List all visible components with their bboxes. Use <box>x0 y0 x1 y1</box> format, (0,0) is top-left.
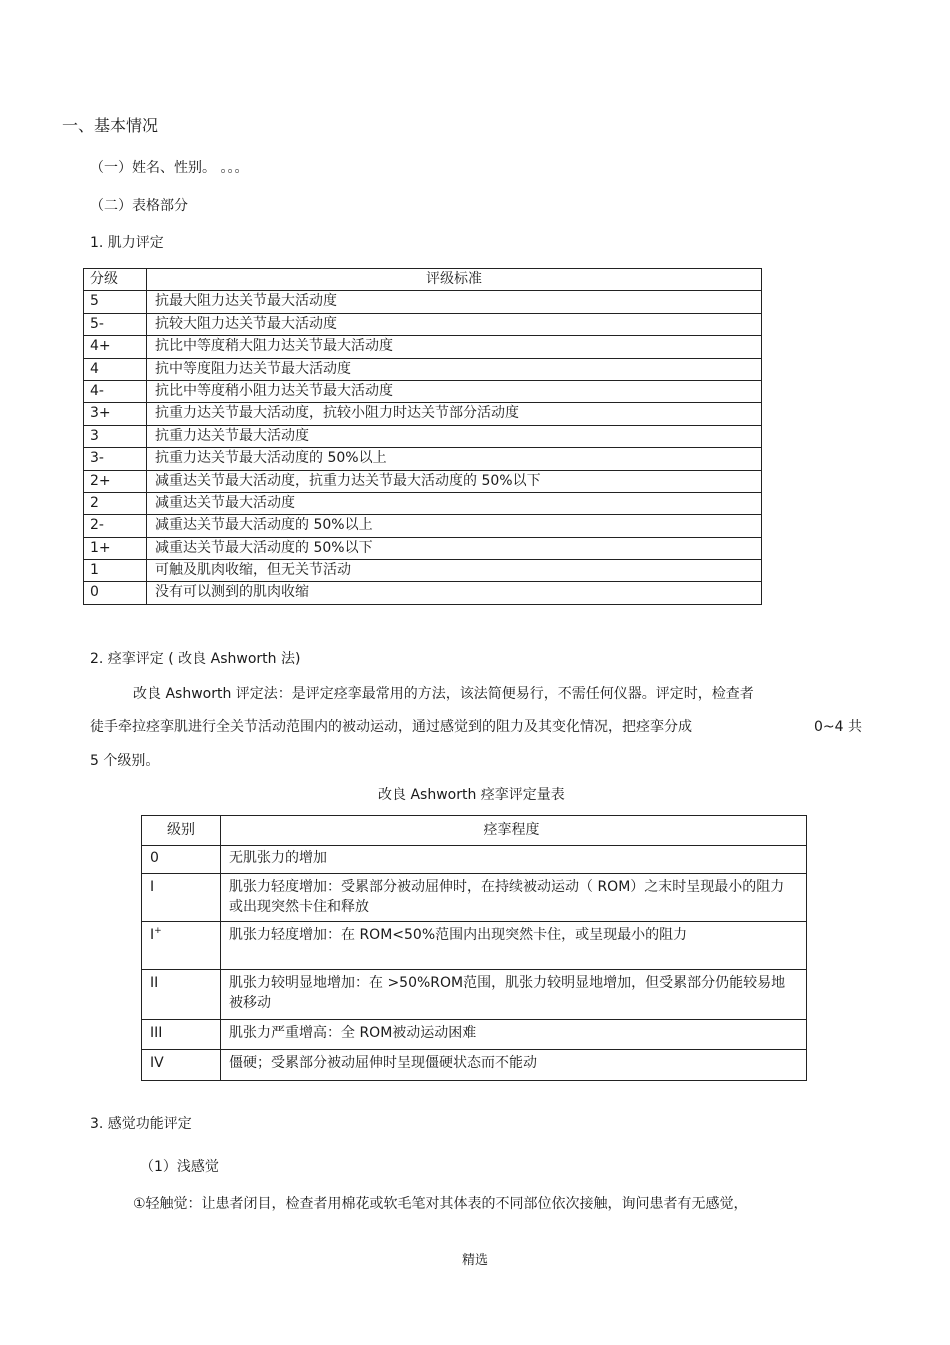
criteria-cell: 抗最大阻力达关节最大活动度 <box>147 291 762 313</box>
grade-cell: 3+ <box>84 403 147 425</box>
paragraph-line-1: 改良 Ashworth 评定法：是评定痉挛最常用的方法，该法简便易行，不需任何仪器。评定时，检查者 <box>133 686 754 702</box>
degree-cell: 肌张力轻度增加：受累部分被动屈伸时，在持续被动运动（ ROM）之末时呈现最小的阻力或出现突然卡住和释放 <box>221 874 807 922</box>
section-title-spasticity: 2. 痉挛评定 ( 改良 Ashworth 法) <box>90 651 301 667</box>
paragraph-line-2: 徒手牵拉痉挛肌进行全关节活动范围内的被动运动，通过感觉到的阻力及其变化情况，把痉挛分成 <box>90 719 692 735</box>
table-row <box>84 470 762 492</box>
section-heading-basic-info: 一、基本情况 <box>62 116 159 135</box>
level-cell <box>142 970 221 1020</box>
section-title-muscle-strength: 1. 肌力评定 <box>90 235 164 251</box>
grade-cell: 4+ <box>84 336 147 358</box>
degree-cell: 肌张力较明显地增加：在 >50%ROM范围，肌张力较明显地增加，但受累部分仍能较易地被移动 <box>221 970 807 1020</box>
table-row <box>84 336 762 358</box>
grade-cell: 0 <box>84 582 147 604</box>
subheading-superficial-sensation: （1）浅感觉 <box>140 1159 219 1175</box>
table-row <box>84 448 762 470</box>
grade-cell: 2+ <box>84 470 147 492</box>
degree-cell: 肌张力严重增高：全 ROM被动运动困难 <box>221 1020 807 1050</box>
grade-cell: 2- <box>84 515 147 537</box>
level-text: II <box>150 975 159 991</box>
table-row <box>142 874 807 922</box>
grade-cell: 2 <box>84 492 147 514</box>
table-row <box>84 291 762 313</box>
table-row <box>84 403 762 425</box>
table-row <box>84 313 762 335</box>
table-row <box>84 582 762 604</box>
header-level: 级别 <box>142 816 221 846</box>
table-row <box>142 922 807 970</box>
paragraph-line-3: 5 个级别。 <box>90 753 160 769</box>
criteria-cell: 抗重力达关节最大活动度的 50%以上 <box>147 448 762 470</box>
header-criteria: 评级标准 <box>147 269 762 291</box>
level-text: IV <box>150 1055 164 1071</box>
criteria-cell: 减重达关节最大活动度的 50%以下 <box>147 537 762 559</box>
level-cell <box>142 1050 221 1081</box>
grade-cell: 5 <box>84 291 147 313</box>
paragraph-light-touch: ①轻触觉：让患者闭目，检查者用棉花或软毛笔对其体表的不同部位依次接触，询问患者有无感觉， <box>133 1196 748 1212</box>
degree-cell: 无肌张力的增加 <box>221 846 807 874</box>
criteria-cell: 减重达关节最大活动度 <box>147 492 762 514</box>
table-row <box>84 492 762 514</box>
degree-cell: 肌张力轻度增加：在 ROM<50%范围内出现突然卡住，或呈现最小的阻力 <box>221 922 807 970</box>
level-text: III <box>150 1025 163 1041</box>
grade-cell: 3 <box>84 425 147 447</box>
table-row <box>142 1050 807 1081</box>
grade-cell: 4- <box>84 380 147 402</box>
table-row <box>142 1020 807 1050</box>
criteria-cell: 可触及肌肉收缩，但无关节活动 <box>147 560 762 582</box>
criteria-cell: 抗重力达关节最大活动度，抗较小阻力时达关节部分活动度 <box>147 403 762 425</box>
section-title-sensory: 3. 感觉功能评定 <box>90 1116 192 1132</box>
table-row <box>84 358 762 380</box>
ashworth-table-caption: 改良 Ashworth 痉挛评定量表 <box>378 787 565 803</box>
grade-cell: 4 <box>84 358 147 380</box>
level-cell <box>142 1020 221 1050</box>
muscle-strength-table <box>83 268 762 605</box>
table-header-row <box>142 816 807 846</box>
level-text: I <box>150 879 155 895</box>
ashworth-table <box>141 815 807 1081</box>
table-row <box>142 970 807 1020</box>
criteria-cell: 减重达关节最大活动度的 50%以上 <box>147 515 762 537</box>
level-cell <box>142 846 221 874</box>
criteria-cell: 抗重力达关节最大活动度 <box>147 425 762 447</box>
subheading-name-gender: （一）姓名、性别。 。。。 <box>90 160 249 176</box>
header-degree: 痉挛程度 <box>221 816 807 846</box>
level-cell <box>142 922 221 970</box>
table-header-row <box>84 269 762 291</box>
page-footer: 精选 <box>461 1253 488 1268</box>
criteria-cell: 抗比中等度稍小阻力达关节最大活动度 <box>147 380 762 402</box>
table-row <box>142 846 807 874</box>
grade-cell: 3- <box>84 448 147 470</box>
level-text: I <box>150 927 155 943</box>
subheading-table-part: （二）表格部分 <box>90 198 188 214</box>
level-text: 0 <box>150 850 159 866</box>
criteria-cell: 抗中等度阻力达关节最大活动度 <box>147 358 762 380</box>
degree-cell: 僵硬；受累部分被动屈伸时呈现僵硬状态而不能动 <box>221 1050 807 1081</box>
criteria-cell: 减重达关节最大活动度，抗重力达关节最大活动度的 50%以下 <box>147 470 762 492</box>
grade-cell: 1+ <box>84 537 147 559</box>
header-grade: 分级 <box>84 269 147 291</box>
table-row <box>84 515 762 537</box>
table-row <box>84 425 762 447</box>
table-row <box>84 380 762 402</box>
level-superscript: + <box>154 926 162 936</box>
grade-cell: 5- <box>84 313 147 335</box>
criteria-cell: 抗较大阻力达关节最大活动度 <box>147 313 762 335</box>
criteria-cell: 没有可以测到的肌肉收缩 <box>147 582 762 604</box>
paragraph-line-2-tail: 0~4 共 <box>814 719 862 735</box>
grade-cell: 1 <box>84 560 147 582</box>
table-row <box>84 560 762 582</box>
table-row <box>84 537 762 559</box>
criteria-cell: 抗比中等度稍大阻力达关节最大活动度 <box>147 336 762 358</box>
level-cell <box>142 874 221 922</box>
